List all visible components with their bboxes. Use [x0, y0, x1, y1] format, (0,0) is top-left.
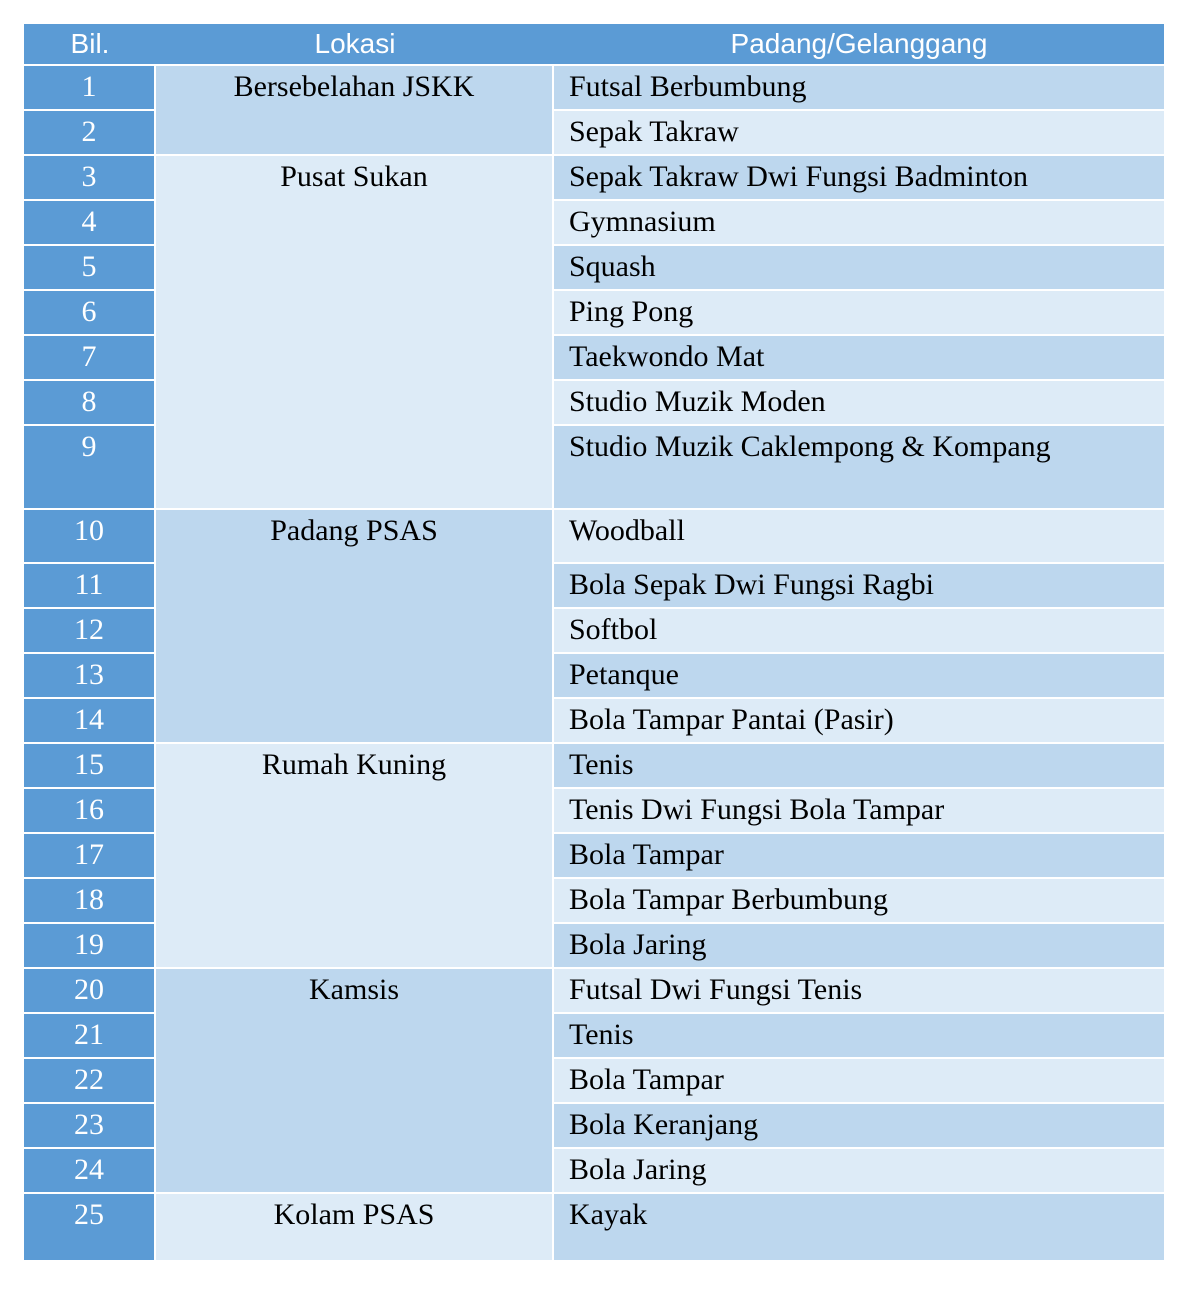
row-number: 13: [24, 652, 156, 697]
table-row: [24, 508, 1164, 562]
table-body: [24, 64, 1164, 1260]
row-number: 20: [24, 967, 156, 1012]
table-row: [24, 742, 1164, 787]
location-cell: Kolam PSAS: [156, 1192, 554, 1260]
header-padang-gelanggang: Padang/Gelanggang: [554, 24, 1164, 64]
facility-cell: Petanque: [554, 652, 1164, 697]
row-number: 1: [24, 64, 156, 109]
table-row: [24, 154, 1164, 199]
row-number: 15: [24, 742, 156, 787]
facility-cell: Bola Keranjang: [554, 1102, 1164, 1147]
location-cell: Padang PSAS: [156, 508, 554, 742]
row-number: 6: [24, 289, 156, 334]
facility-cell: Sepak Takraw Dwi Fungsi Badminton: [554, 154, 1164, 199]
row-number: 2: [24, 109, 156, 154]
facility-cell: Studio Muzik Moden: [554, 379, 1164, 424]
header-bil: Bil.: [24, 24, 156, 64]
facility-cell: Bola Tampar Pantai (Pasir): [554, 697, 1164, 742]
row-number: 17: [24, 832, 156, 877]
facility-cell: Bola Tampar Berbumbung: [554, 877, 1164, 922]
row-number: 14: [24, 697, 156, 742]
facility-cell: Gymnasium: [554, 199, 1164, 244]
header-row: [24, 24, 1164, 64]
table-row: [24, 64, 1164, 109]
row-number: 9: [24, 424, 156, 508]
row-number: 11: [24, 562, 156, 607]
facility-cell: Bola Sepak Dwi Fungsi Ragbi: [554, 562, 1164, 607]
facility-cell: Bola Jaring: [554, 922, 1164, 967]
row-number: 22: [24, 1057, 156, 1102]
location-cell: Pusat Sukan: [156, 154, 554, 508]
facility-cell: Tenis Dwi Fungsi Bola Tampar: [554, 787, 1164, 832]
row-number: 7: [24, 334, 156, 379]
table-row: [24, 967, 1164, 1012]
row-number: 3: [24, 154, 156, 199]
facility-cell: Bola Jaring: [554, 1147, 1164, 1192]
row-number: 25: [24, 1192, 156, 1260]
facility-cell: Tenis: [554, 1012, 1164, 1057]
facility-cell: Squash: [554, 244, 1164, 289]
row-number: 16: [24, 787, 156, 832]
facility-cell: Futsal Berbumbung: [554, 64, 1164, 109]
facility-cell: Futsal Dwi Fungsi Tenis: [554, 967, 1164, 1012]
venue-table: [24, 24, 1164, 1260]
row-number: 21: [24, 1012, 156, 1057]
location-cell: Kamsis: [156, 967, 554, 1192]
facility-cell: Sepak Takraw: [554, 109, 1164, 154]
facility-cell: Kayak: [554, 1192, 1164, 1260]
facility-cell: Studio Muzik Caklempong & Kompang: [554, 424, 1164, 508]
header-lokasi: Lokasi: [156, 24, 554, 64]
row-number: 23: [24, 1102, 156, 1147]
row-number: 8: [24, 379, 156, 424]
facility-cell: Ping Pong: [554, 289, 1164, 334]
row-number: 12: [24, 607, 156, 652]
row-number: 24: [24, 1147, 156, 1192]
row-number: 18: [24, 877, 156, 922]
location-cell: Rumah Kuning: [156, 742, 554, 967]
location-cell: Bersebelahan JSKK: [156, 64, 554, 154]
row-number: 10: [24, 508, 156, 562]
table-row: [24, 1192, 1164, 1260]
facility-cell: Bola Tampar: [554, 832, 1164, 877]
facility-cell: Tenis: [554, 742, 1164, 787]
row-number: 19: [24, 922, 156, 967]
row-number: 4: [24, 199, 156, 244]
facility-cell: Softbol: [554, 607, 1164, 652]
facility-cell: Taekwondo Mat: [554, 334, 1164, 379]
facility-cell: Bola Tampar: [554, 1057, 1164, 1102]
row-number: 5: [24, 244, 156, 289]
facility-cell: Woodball: [554, 508, 1164, 562]
